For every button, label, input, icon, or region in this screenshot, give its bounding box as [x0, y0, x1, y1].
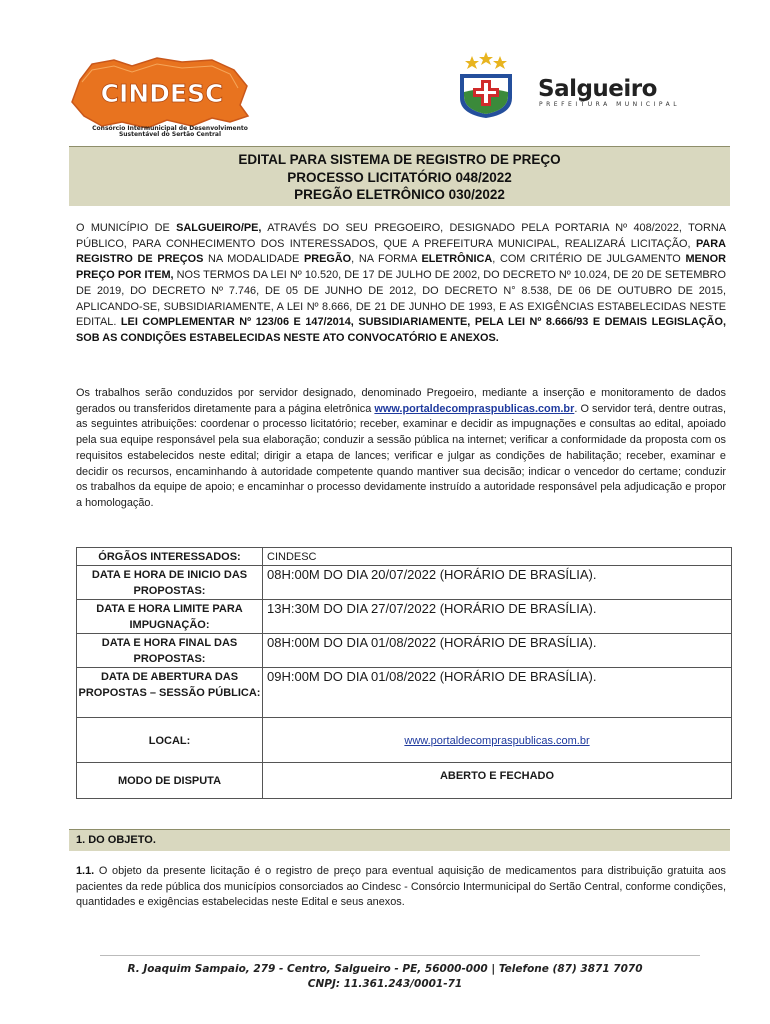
table-value: CINDESC	[263, 548, 732, 566]
table-row	[77, 548, 732, 566]
table-value: 08H:00M DO DIA 01/08/2022 (HORÁRIO DE BRASÍLIA).	[263, 634, 732, 668]
cindesc-subtitle-line-1: Consórcio Intermunicipal de Desenvolvimento	[92, 125, 248, 132]
document-title-line-3: PREGÃO ELETRÔNICO 030/2022	[294, 187, 505, 202]
footer-divider	[100, 955, 700, 956]
cindesc-subtitle-line-2: Sustentável do Sertão Central	[118, 131, 222, 138]
document-title-line-2: PROCESSO LICITATÓRIO 048/2022	[287, 169, 512, 185]
item-number: 1.1.	[76, 865, 95, 877]
table-label: DATA E HORA FINAL DAS PROPOSTAS:	[77, 634, 263, 668]
table-label: ÓRGÃOS INTERESSADOS:	[77, 548, 263, 566]
table-label: DATA E HORA DE INICIO DAS PROPOSTAS:	[77, 566, 263, 600]
salgueiro-logo-subtitle: PREFEITURA MUNICIPAL	[539, 101, 681, 108]
portal-link[interactable]: www.portaldecompraspublicas.com.br	[374, 402, 575, 415]
table-value-cell	[263, 718, 732, 763]
table-label: MODO DE DISPUTA	[77, 763, 263, 799]
salgueiro-logo-name: Salgueiro	[538, 76, 657, 102]
table-row	[77, 668, 732, 718]
info-table	[76, 547, 732, 799]
table-row	[77, 763, 732, 799]
table-row	[77, 600, 732, 634]
section-header-objeto: 1. DO OBJETO.	[69, 829, 730, 851]
intro-paragraph-1: O MUNICÍPIO DE SALGUEIRO/PE, ATRAVÉS DO SEU PREGOEIRO, DESIGNADO PELA PORTARIA Nº 408/2022, TORNA PÚBLICO, PARA CONHECIMENTO DOS INTERESSADOS, QUE A PREFEITURA MUNICIPAL, REALIZARÁ LICITAÇÃO, PARA REGISTRO DE PREÇOS NA MODALIDADE PREGÃO, NA FORMA ELETRÔNICA, COM CRITÉRIO DE JULGAMENTO MENOR PREÇO POR ITEM, NOS TERMOS DA LEI Nº 10.520, DE 17 DE JULHO DE 2002, DO DECRETO Nº 10.024, DE 20 DE SETEMBRO DE 2019, DO DECRETO Nº 7.746, DE 05 DE JUNHO DE 2012, DO DECRETO N° 8.538, DE 06 DE OUTUBRO DE 2015, APLICANDO-SE, SUBSIDIARIAMENTE, A LEI Nº 8.666, DE 21 DE JUNHO DE 1993, E AS EXIGÊNCIAS ESTABELECIDAS NESTE EDITAL. LEI COMPLEMENTAR Nº 123/06 E 147/2014, SUBSIDIARIAMENTE, PELA LEI Nº 8.666/93 E DEMAIS LEGISLAÇÃO, SOB AS CONDIÇÕES ESTABELECIDAS NESTE ATO CONVOCATÓRIO E ANEXOS.	[76, 222, 726, 344]
table-label: DATA E HORA LIMITE PARA IMPUGNAÇÃO:	[77, 600, 263, 634]
table-value: 08H:00M DO DIA 20/07/2022 (HORÁRIO DE BRASÍLIA).	[263, 566, 732, 600]
salgueiro-crest-icon	[450, 50, 540, 120]
footer-address: R. Joaquim Sampaio, 279 - Centro, Salgueiro - PE, 56000-000 | Telefone (87) 3871 7070	[127, 963, 643, 975]
table-value: 13H:30M DO DIA 27/07/2022 (HORÁRIO DE BRASÍLIA).	[263, 600, 732, 634]
cindesc-logo-subtitle	[70, 126, 270, 138]
intro-paragraph-2: Os trabalhos serão conduzidos por servidor designado, denominado Pregoeiro, mediante a inserção e monitoramento de dados gerados ou transferidos diretamente para a página eletrônica www.portaldecompraspublicas.com.br. O servidor terá, dentre outras, as seguintes atribuições: coordenar o processo licitatório; receber, examinar e decidir as impugnações e consultas ao edital, apoiado pela sua equipe responsável pela sua elaboração; conduzir a sessão pública na internet; verificar a conformidade da proposta com os requisitos estabelecidos neste edital; dirigir a etapa de lances; verificar e julgar as condições de habilitação; receber, examinar e decidir os recursos, encaminhando à autoridade competente quando mantiver sua decisão; indicar o vencedor do certame; conduzir os trabalhos da equipe de apoio; e encaminhar o processo devidamente instruído a autoridade responsável pela adjudicação e propor a homologação.	[76, 387, 726, 509]
table-label: DATA DE ABERTURA DAS PROPOSTAS – SESSÃO PÚBLICA:	[77, 668, 263, 718]
footer-cnpj: CNPJ: 11.361.243/0001-71	[307, 978, 463, 990]
cindesc-logo-text: CINDESC	[100, 79, 224, 108]
table-value: ABERTO E FECHADO	[263, 763, 732, 799]
section-1-item-1: 1.1. O objeto da presente licitação é o registro de preço para eventual aquisição de medicamentos para distribuição gratuita aos pacientes da rede pública dos municípios consorciados ao Cindesc - Consórcio Intermunicipal do Sertão Central, conforme condições, quantidades e exigências estabelecidas neste Edital e seus anexos.	[76, 865, 726, 909]
local-link[interactable]: www.portaldecompraspublicas.com.br	[404, 734, 590, 747]
document-title-line-1: EDITAL PARA SISTEMA DE REGISTRO DE PREÇO	[238, 152, 561, 167]
document-title-box	[69, 146, 730, 206]
table-row	[77, 718, 732, 763]
table-label: LOCAL:	[77, 718, 263, 763]
table-row	[77, 566, 732, 600]
table-row	[77, 634, 732, 668]
table-value: 09H:00M DO DIA 01/08/2022 (HORÁRIO DE BRASÍLIA).	[263, 668, 732, 718]
